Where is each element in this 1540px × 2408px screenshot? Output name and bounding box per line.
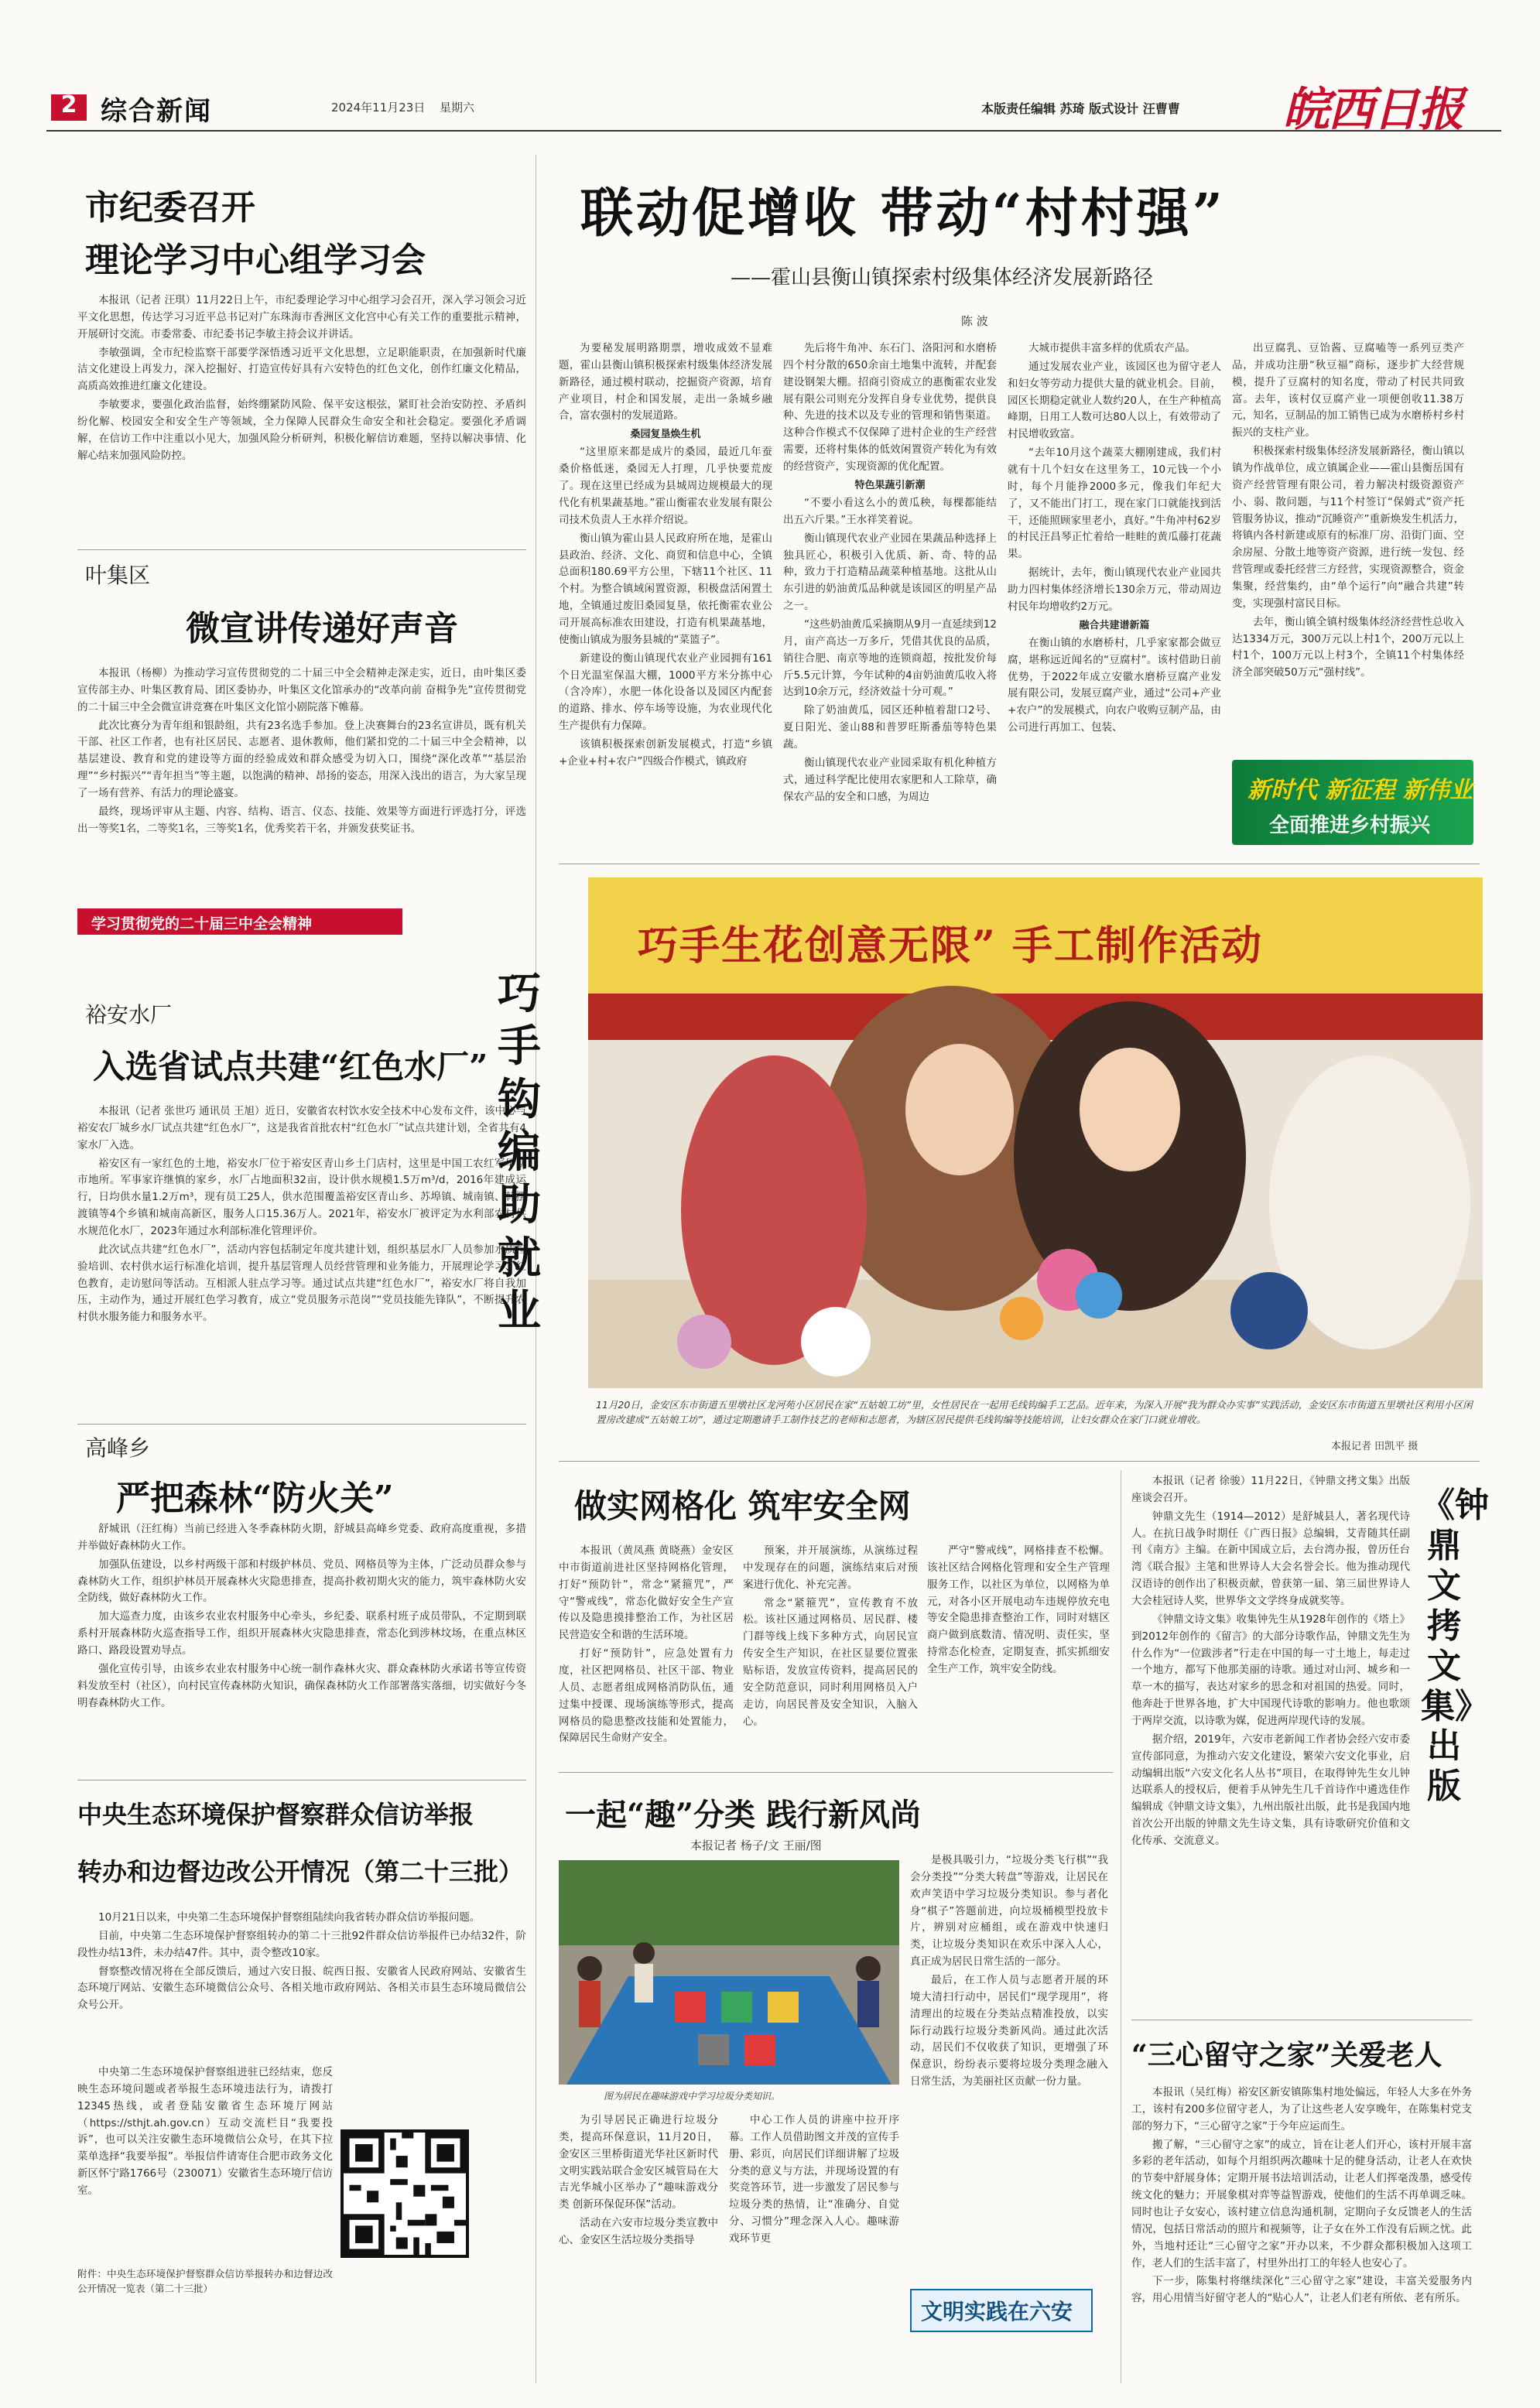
ecology-title-2: 转办和边督边改公开情况（第二十三批） — [77, 1857, 524, 1886]
hengshan-subtitle: ——霍山县衡山镇探索村级集体经济发展新路径 — [731, 266, 1154, 289]
editor-credits: 本版责任编辑 苏琦 版式设计 汪曹曹 — [981, 101, 1180, 116]
paragraph: 中央第二生态环境保护督察组进驻已经结束，您反映生态环境问题或者举报生态环境违法行为，请拨打12345热线，或者登陆安徽省生态环境厅网站（https://sthjt.ah.gov.cn）互动交流栏目“我要投诉”，也可以关注安徽生态环境微信公众号，在其下拉菜单选择“我要举报”。举报信件请寄住合肥市政务文化新区怀宁路1766号（230071）安徽省生态环境厅信访室。 — [77, 2066, 333, 2198]
crochet-credit: 本报记者 田凯平 摄 — [1331, 1441, 1419, 1452]
page-number: 2 — [60, 91, 77, 118]
paragraph: 本报讯（杨柳）为推动学习宣传贯彻党的二十届三中全会精神走深走实，近日，由叶集区委宣传部主办、叶集区教育局、团区委协办，叶集区文化馆承办的“改革向前 奋楫争先”宣传贯彻党的二十届三中全会微宣讲竞赛在叶集区文化馆小剧院落下帷幕。 — [77, 667, 526, 713]
paragraph: “去年10月这个蔬菜大棚刚建成，我们村就有十几个妇女在这里务工，10元钱一个小时，每个月能挣2000多元，像我们年纪大了，又不能出门打工，现在家门口就能找到活干，还能照顾家里老小，真好。”牛角冲村62岁的村民汪昌琴正忙着给一畦畦的黄瓜藤打花蔬果。 — [1008, 446, 1221, 561]
grid-col2 — [743, 1543, 918, 1732]
paragraph: 加强队伍建设，以乡村两级干部和村级护林员、党员、网格员等为主体，广泛动员群众参与森林防火工作，组织护林员开展森林火灾隐患排查，提高扑救初期火灾的能力，筑牢森林防火安全防线，做好森林防火工作。 — [77, 1558, 526, 1605]
sorting-byline: 本报记者 杨子/文 王丽/图 — [690, 1838, 822, 1852]
elderly-title: “三心留守之家”关爱老人 — [1131, 2039, 1442, 2071]
paragraph: 衡山镇为霍山县人民政府所在地，是霍山县政治、经济、文化、商贸和信息中心，全镇总面积180.69平方公里，下辖11个社区、11个村。为整合镇域闲置资源，积极盘活闲置土地，全镇通过废旧桑园复垦，依托衡霍农业公司开展高标准农田建设，打造有机果蔬基地，使衡山镇成为服务县城的“菜篮子”。 — [559, 532, 772, 646]
hengshan-author: 陈 波 — [961, 314, 988, 328]
crochet-banner-text: 巧手生花创意无限” 手工制作活动 — [638, 922, 1264, 970]
masthead-logo: 皖西日报 — [1283, 83, 1463, 137]
grid-col1 — [559, 1543, 734, 1749]
yuan-body — [77, 1103, 526, 1328]
grid-title: 做实网格化 筑牢安全网 — [574, 1487, 911, 1525]
paragraph: 是极具吸引力，“垃圾分类飞行棋”“我会分类投”“分类大转盘”等游戏，让居民在欢声笑语中学习垃圾分类知识。参与者化身“棋子”答题前进，向垃圾桶模型投放卡片，辨别对应桶组，或在游戏中快速归类，让垃圾分类知识在欢乐中深入人心，真正成为居民日常生活的一部分。 — [910, 1854, 1108, 1968]
page-header — [29, 83, 1511, 137]
paragraph: 本报讯（记者 徐骏）11月22日，《钟鼎文拷文集》出版座谈会召开。 — [1131, 1475, 1410, 1504]
paragraph: 督察整改情况将在全部反馈后，通过六安日报、皖西日报、安徽省人民政府网站、安徽省生态环境厅网站、安徽生态环境微信公众号、各相关地市政府网站、各相关市县生态环境局微信公众号公开。 — [77, 1965, 526, 2012]
yuan-tag: 裕安水厂 — [85, 1002, 173, 1028]
paragraph: 先后将牛角冲、东石门、洛阳河和水磨桥四个村分散的650余亩土地集中流转，并配套建设钢架大棚。招商引资成立的惠衡霍农业发展有限公司则充分发挥自身专业优势，提供良种、先进的技术以及专业的管理和销售渠道。这种合作模式不仅保障了进村企业的生产经营需要，还将村集体的低效闲置资产转化为有效的经营资产，实现资源的优化配置。 — [783, 342, 997, 474]
yuan-title: 入选省试点共建“红色水厂” — [93, 1048, 488, 1086]
paragraph: 最后，在工作人员与志愿者开展的环境大清扫行动中，居民们“现学现用”，将清理出的垃圾在分类站点精准投放，以实际行动践行垃圾分类新风尚。通过此次活动，居民们不仅收获了知识，更增强了环保意识，纷纷表示要将垃圾分类理念融入日常生活，为美丽社区贡献一份力量。 — [910, 1974, 1108, 2088]
ecology-title-1: 中央生态环境保护督察群众信访举报 — [77, 1800, 474, 1829]
hengshan-col1 — [559, 340, 772, 772]
gaofeng-tag: 高峰乡 — [85, 1435, 151, 1461]
rural-banner-line2: 全面推进乡村振兴 — [1269, 814, 1431, 837]
paragraph: 李敏要求，要强化政治监督，始终绷紧防风险、保平安这根弦，紧盯社会治安防控、矛盾纠纷化解、校园安全和安全生产等领域，全力保障人民群众生命安全和社会稳定。要强化矛盾调解，在信访工作中注重以小见大，加强风险分析研判，积极化解信访难题，坚持以解决事情、化解心结来加强风险防控。 — [77, 398, 526, 462]
paragraph: 去年，衡山镇全镇村级集体经济经营性总收入达1334万元，300万元以上村1个，200万元以上村1个，100万元以上村3个，全镇11个村集体经济全部突破50万元“强村线”。 — [1232, 615, 1464, 679]
paragraph: 搬了解，“三心留守之家”的成立，旨在让老人们开心，该村开展丰富多彩的老年活动，如每个月组织两次趣味十足的健身活动，让老人在欢快的节奏中舒展身体；定期开展书法培训活动，让老人们挥毫泼墨，感受传统文化的魅力；开展象棋对弈等益智游戏，使他们的生活不再单调乏味。同时也让子女安心，该村建立信息沟通机制，定期向子女反馈老人的生活情况，包括日常活动的照片和视频等，让子女在外工作没有后顾之忧。此外，当地村还让“三心留守之家”开办以来，不少群众都积极加入这项工作，老人们的生活丰富了，村里外出打工的年轻人也安心了。 — [1131, 2138, 1472, 2269]
yejiqu-body — [77, 665, 526, 840]
paragraph: 活动在六安市垃圾分类宣教中心、金安区生活垃圾分类指导 — [559, 2217, 718, 2247]
paragraph: 衡山镇现代农业产业园在果蔬品种选择上独具匠心，积极引入优质、新、奇、特的品种，致力于打造精品蔬菜种植基地。这批从山东引进的奶油黄瓜品种就是该园区的明星产品之一。 — [783, 532, 997, 613]
paragraph: “这里原来都是成片的桑园，最近几年蚕桑价格低迷，桑园无人打理，几乎快要荒废了。现在这里已经成为县城周边规模最大的现代化有机果蔬基地。”霍山衡霍农业发展有限公司技术负责人王水祥介绍说。 — [559, 446, 772, 526]
paragraph: 除了奶油黄瓜，园区还种植着甜口2号、夏日阳光、釜山88和普罗旺斯番茄等特色果蔬。 — [783, 704, 997, 751]
paragraph: 该镇积极探索创新发展模式，打造“乡镇+企业+村+农户”四级合作模式，镇政府 — [559, 737, 772, 768]
paragraph: 钟鼎文先生（1914—2012）是舒城县人，著名现代诗人。在抗日战争时期任《广西日报》总编辑，艾青随其任副刊《南方》主编。在新中国成立后，去台湾办报，曾历任台湾《联合报》主笔和世界诗人大会名誉会长。他为推动现代汉语诗的创作出了积极贡献，曾获第一届、第三届世界诗人大会桂冠诗人奖，世界华文文学终身成就奖等。 — [1131, 1510, 1410, 1608]
gaofeng-body — [77, 1521, 526, 1713]
plenum-banner-text: 学习贯彻党的二十届三中全会精神 — [91, 915, 313, 932]
paragraph: 大城市提供丰富多样的优质农产品。 — [1028, 342, 1196, 354]
paragraph: 出豆腐乳、豆饴酱、豆腐嗑等一系列豆类产品，并成功注册“秋豆福”商标，逐步扩大经营规模，提升了豆腐村的知名度，带动了村民共同致富。去年，该村仅豆腐产业一项便创收11.38万元，知名，豆制品的加工销售已成为水磨桥村乡村振兴的支柱产业。 — [1232, 342, 1464, 440]
sorting-photo-scene — [559, 1860, 899, 2085]
yejiqu-title: 微宣讲传递好声音 — [186, 609, 458, 648]
paragraph: 加大巡查力度，由该乡农业农村服务中心牵头，乡纪委、联系村班子成员带队，不定期到联系村开展森林防火巡查指导工作，组织开展森林火灾隐患排查，常态化到涉林坟场，在重点林区路口、路段设置劝导点。 — [77, 1610, 526, 1657]
paragraph: 据介绍，2019年，六安市老新闻工作者协会经六安市委宣传部同意，为推动六安文化建设，繁荣六安文化事业，启动编辑出版“六安文化名人丛书”项目，在取得钟先生女儿钟达联系人的授权后，便着手从钟先生几千首诗作中遴选佳作编辑成《钟鼎文诗文集》，九州出版社出版，此书是我国内地首次公开出版的钟鼎文先生诗文集，具有诗歌研究价值和文化传承、交流意义。 — [1131, 1732, 1410, 1848]
issue-weekday: 星期六 — [440, 101, 475, 115]
qr-code[interactable] — [341, 2129, 469, 2258]
sorting-photo-caption: 图为居民在趣味游戏中学习垃圾分类知识。 — [604, 2091, 781, 2102]
paragraph: “不要小看这么小的黄瓜秧，每棵都能结出五六斤果。”王水祥笑着说。 — [783, 496, 997, 526]
paragraph: 此次试点共建“红色水厂”，活动内容包括制定年度共建计划，组织基层水厂人员参加水质检验培训、农村供水运行标准化培训，提升基层管理人员经营管理和业务能力，开展理论学习、红色教育，走访慰问等活动。互相派人驻点学习等。通过试点共建“红色水厂”，裕安水厂将自我加压，主动作为，通过开展红色学习教育，成立“党员服务示范岗”“党员技能先锋队”，不断提升农村供水服务能力和服务水平。 — [77, 1243, 526, 1324]
ecology-body — [77, 1910, 526, 2016]
civilization-logo-text: 文明实践在六安 — [921, 2299, 1073, 2324]
hengshan-col3 — [1008, 340, 1221, 738]
paragraph: 通过发展农业产业，该园区也为留守老人和妇女等劳动力提供大量的就业机会。目前，园区长期稳定就业人数约20人，在生产种植高峰期，日用工人数可达80人以上，有效带动了村民增收致富。 — [1008, 360, 1221, 441]
sorting-col2 — [729, 2112, 899, 2249]
jiwei-title-2: 理论学习中心组学习会 — [85, 241, 426, 280]
paragraph: 严守“警戒线”，网格排查不松懈。该社区结合网格化管理和安全生产管理服务工作，以社区为单位，以网格为单元，对各小区开展电动车违规停放充电等安全隐患排查整治工作，同时对辖区商户做到底数清、情况明、责任实，坚持常态化检查，定期复查，抓实抓细安全生产工作，筑牢安全防线。 — [927, 1544, 1110, 1676]
section-name: 综合新闻 — [101, 96, 212, 127]
jiwei-body — [77, 292, 526, 467]
paragraph: 新建设的衡山镇现代农业产业园拥有161个日光温室保温大棚，1000平方米分拣中心（含冷库），水肥一体化设备以及园区内配套的道路、排水、停车场等设施，为农业现代化生产提供有力保障。 — [559, 652, 772, 733]
gaofeng-title: 严把森林“防火关” — [116, 1479, 394, 1518]
paragraph: 衡山镇现代农业产业园采取有机化种植方式，通过科学配比使用农家肥和人工除草，确保农产品的安全和口感，为周边 — [783, 756, 997, 803]
paragraph: 《钟鼎文诗文集》收集钟先生从1928年创作的《塔上》到2012年创作的《留言》的大部分诗歌作品，钟鼎文先生为什么作为“一位跋涉者”行走在中国的每一寸土地上，每走过一个地方，都写下他那美丽的诗歌。通过对山河、城乡和一草一木的描写，表达对家乡的思念和对祖国的热爱。同时，他奔赴于世界各地，扩大中国现代诗歌的影响力。他也歌颂于两岸交流，以诗歌为媒，促进两岸现代诗的发展。 — [1131, 1613, 1410, 1728]
paragraph: 此次比赛分为青年组和银龄组，共有23名选手参加。登上决赛舞台的23名宣讲员，既有机关干部、社区工作者，也有社区居民、志愿者、退休教师，他们紧扣党的二十届三中全会精神，以基层建设、教育和党的建设等方面的经验成效和群众感受为切入口，围绕“深化改革”“基层治理”“乡村振兴”“青年担当”等主题，以饱满的精神、昂扬的姿态，用深入浅出的语言，为大家呈现了一场有营养、有活力的理论盛宴。 — [77, 719, 526, 800]
subhead: 特色果蔬引新潮 — [854, 479, 926, 491]
yejiqu-tag: 叶集区 — [85, 563, 151, 588]
sorting-col1 — [559, 2112, 718, 2251]
paragraph: 舒城讯（汪红梅）当前已经进入冬季森林防火期，舒城县高峰乡党委、政府高度重视，多措并举做好森林防火工作。 — [77, 1523, 526, 1552]
subhead: 融合共建谱新篇 — [1079, 619, 1150, 631]
book-body — [1131, 1473, 1410, 1852]
paragraph: 本报讯（记者 汪琪）11月22日上午，市纪委理论学习中心组学习会召开，深入学习领会习近平文化思想，传达学习习近平总书记对广东珠海市香洲区文化宫中心有关工作的重要批示精神，开展研讨交流。市委常委、市纪委书记李敏主持会议并讲话。 — [77, 294, 526, 340]
book-vertical-title: 《钟鼎文拷文集》出版 — [1421, 1486, 1489, 1807]
paragraph: 本报讯（记者 张世巧 通讯员 王旭）近日，安徽省农村饮水安全技术中心发布文件，该中心与裕安农厂城乡水厂试点共建“红色水厂”，这是我省首批农村“红色水厂”试点共建计划，全省共有4家水厂入选。 — [77, 1105, 526, 1151]
divider — [559, 1772, 1113, 1773]
divider — [77, 549, 526, 550]
paragraph: 本报讯（吴红梅）裕安区新安镇陈集村地处偏远，年轻人大多在外务工，该村有200多位留守老人，为了让这些老人安享晚年，在陈集村党支部的努力下，“三心留守之家”于今年应运而生。 — [1131, 2086, 1472, 2133]
rural-banner-line1: 新时代 新征程 新伟业 — [1247, 777, 1473, 804]
crochet-caption: 11月20日，金安区东市街道五里墩社区龙河苑小区居民在家“五姑娘工坊”里，女性居民在一起用毛线钩编手工艺品。近年来，为深入开展“我为群众办实事”实践活动，金安区东市街道五里墩社区利用小区闲置房改建成“五姑娘工坊”，通过定期邀请手工制作技艺的老师和志愿者，为辖区居民提供毛线钩编等技能培训，让妇女群众在家门口就业增收。 — [596, 1399, 1473, 1426]
paragraph: 下一步，陈集村将继续深化“三心留守之家”建设，丰富关爱服务内容，用心用情当好留守老人的“贴心人”，让老人们老有所依、老有所乐。 — [1131, 2275, 1472, 2305]
sorting-photo — [559, 1860, 899, 2085]
paragraph: 打好“预防针”，应急处置有力度，社区把网格员、社区干部、物业人员、志愿者组成网格消防队伍，通过集中授课、现场演练等形式，提高网格员的隐患整改技能和处置能力，保障居民生命财产安全。 — [559, 1647, 734, 1745]
subhead: 桑园复垦焕生机 — [630, 429, 701, 441]
paragraph: 最终，现场评审从主题、内容、结构、语言、仪态、技能、效果等方面进行评选打分，评选出一等奖1名，二等奖1名，三等奖1名，优秀奖若干名，并颁发获奖证书。 — [77, 805, 526, 835]
grid-col3 — [927, 1543, 1110, 1680]
divider — [559, 1461, 1480, 1462]
qr-caption: 附件：中央生态环境保护督察群众信访举报转办和边督边改公开情况一览表（第二十三批） — [77, 2268, 333, 2294]
paragraph: 裕安区有一家红色的土地，裕安水厂位于裕安区青山乡土门店村，这里是中国工农红军早期市地所。军事家许继慎的家乡，水厂占地面积32亩，设计供水规模1.5万m³/d，2016年建成运行，日均供水量1.2万m³，现有员工25人，供水范围覆盖裕安区青山乡、苏埠镇、城南镇、韩摆渡镇等4个乡镇和城南高新区，服务人口15.36万人。2021年，裕安水厂被评定为水利部农村供水规范化水厂，2023年通过水利部标准化管理评价。 — [77, 1157, 526, 1238]
paragraph: 10月21日以来，中央第二生态环境保护督察组陆续向我省转办群众信访举报问题。 — [98, 1911, 481, 1924]
paragraph: 强化宣传引导，由该乡农业农村服务中心统一制作森林火灾、群众森林防火承诺书等宣传资料发放至村（社区），向村民宣传森林防火知识，确保森林防火工作部署落实落细，切实做好今冬明春森林防火工作。 — [77, 1662, 526, 1709]
elderly-body — [1131, 2085, 1472, 2309]
qr-code-icon — [344, 2133, 466, 2255]
paragraph: 李敏强调，全市纪检监察干部要学深悟透习近平文化思想，立足职能职责，在加强新时代廉洁文化建设上再发力，深入挖掘好、打造宣传好具有六安特色的红色文化，创作红廉文化精品，高质高效推进红廉文化建设。 — [77, 346, 526, 393]
header-rule — [46, 130, 1501, 132]
paragraph: 为引导居民正确进行垃圾分类，提高环保意识，11月20日，金安区三里桥街道光华社区新时代文明实践站联合金安区城管局在大吉光华城小区举办了“趣味游戏分类 创新环保促环保”活动。 — [559, 2114, 718, 2211]
hengshan-col4 — [1232, 340, 1464, 683]
divider — [77, 1424, 526, 1425]
hengshan-title: 联动促增收 带动“村村强” — [580, 183, 1226, 245]
issue-date: 2024年11月23日 — [331, 101, 426, 115]
paragraph: 为要秘发展明路期票，增收成效不显难题，霍山县衡山镇积极探索村级集体经济发展新路径，通过模村联动，挖掘资产资源，培育产业项目，村企和国发展，走出一条城乡融合，富农强村的发展道路。 — [559, 342, 772, 422]
crochet-vertical-title: 巧手钩编助就业 — [498, 968, 541, 1336]
sorting-title: 一起“趣”分类 践行新风尚 — [565, 1797, 921, 1833]
paragraph: 据统计，去年，衡山镇现代农业产业园共助力四村集体经济增长130余万元，带动周边村民年均增收约2万元。 — [1008, 566, 1221, 613]
sorting-col3 — [910, 1852, 1108, 2092]
paragraph: 本报讯（黄凤燕 黄晓燕）金安区中市街道前进社区坚持网格化管理，打好“预防针”，常念“紧箍咒”，严守“警戒线”，常态化做好安全生产宣传以及隐患摸排整治工作，为社区居民营造安全和谐的生活环境。 — [559, 1544, 734, 1642]
paragraph: “这些奶油黄瓜采摘期从9月一直延续到12月，亩产高达一万多斤，凭借其优良的品质，销往合肥、南京等地的连锁商超，按批发价每斤5.5元计算，今年试种的4亩奶油黄瓜收入将达到10余万元，经济效益十分可观。” — [783, 617, 997, 699]
paragraph: 常念“紧箍咒”，宣传教育不放松。该社区通过网格员、居民群、楼门群等线上线下多种方式，向居民宣传安全生产知识，在社区显要位置张贴标语，发放宣传资料，提高居民的安全防范意识，同时利用网格员入户走访，向居民普及安全知识，入脑入心。 — [743, 1596, 918, 1728]
paragraph: 积极探索村级集体经济发展新路径，衡山镇以镇为作战单位，成立镇属企业——霍山县衡岳国有资产经营管理有限公司，着力解决村级资源资产小、弱、散问题，与11个村签订“保姆式”资产托管服务协议，推动“沉睡资产”重新焕发生机活力，将镇内各村新建或原有的标准厂房、沿街门面、空余房屋、分散土地等资产资源，进行统一发包、经营管理或委托经营三方经营，实现资源整合，资金集聚，经营集约，由“单个运行”向“融合共建”转变，实现强村富民目标。 — [1232, 445, 1464, 610]
ecology-body-2 — [77, 2064, 333, 2201]
paragraph: 预案，并开展演练，从演练过程中发现存在的问题，演练结束后对预案进行优化、补充完善。 — [743, 1544, 918, 1591]
jiwei-title-1: 市纪委召开 — [85, 188, 255, 227]
paragraph: 在衡山镇的水磨桥村，几乎家家都会做豆腐，堪称远近闻名的“豆腐村”。该村借助日前优势，于2022年成立安徽水磨桥豆腐产业发展有限公司，发展豆腐产业，通过“公司+产业+农户”的发展模式，向农户收购豆制产品，由公司进行再加工、包装、 — [1008, 636, 1221, 734]
paragraph: 中心工作人员的讲座中拉开序幕。工作人员借助图文并茂的宣传手册、彩页，向居民们详细讲解了垃圾分类的意义与方法，并现场设置的有奖竞答环节，进一步激发了居民参与垃圾分类的热情，让“准确分、自觉分、习惯分”理念深入人心。趣味游戏环节更 — [729, 2114, 899, 2246]
paragraph: 目前，中央第二生态环境保护督察组转办的第二十三批92件群众信访举报件已办结32件，阶段性办结13件，未办结47件。其中，责令整改10家。 — [77, 1929, 526, 1959]
hengshan-col2 — [783, 340, 997, 807]
